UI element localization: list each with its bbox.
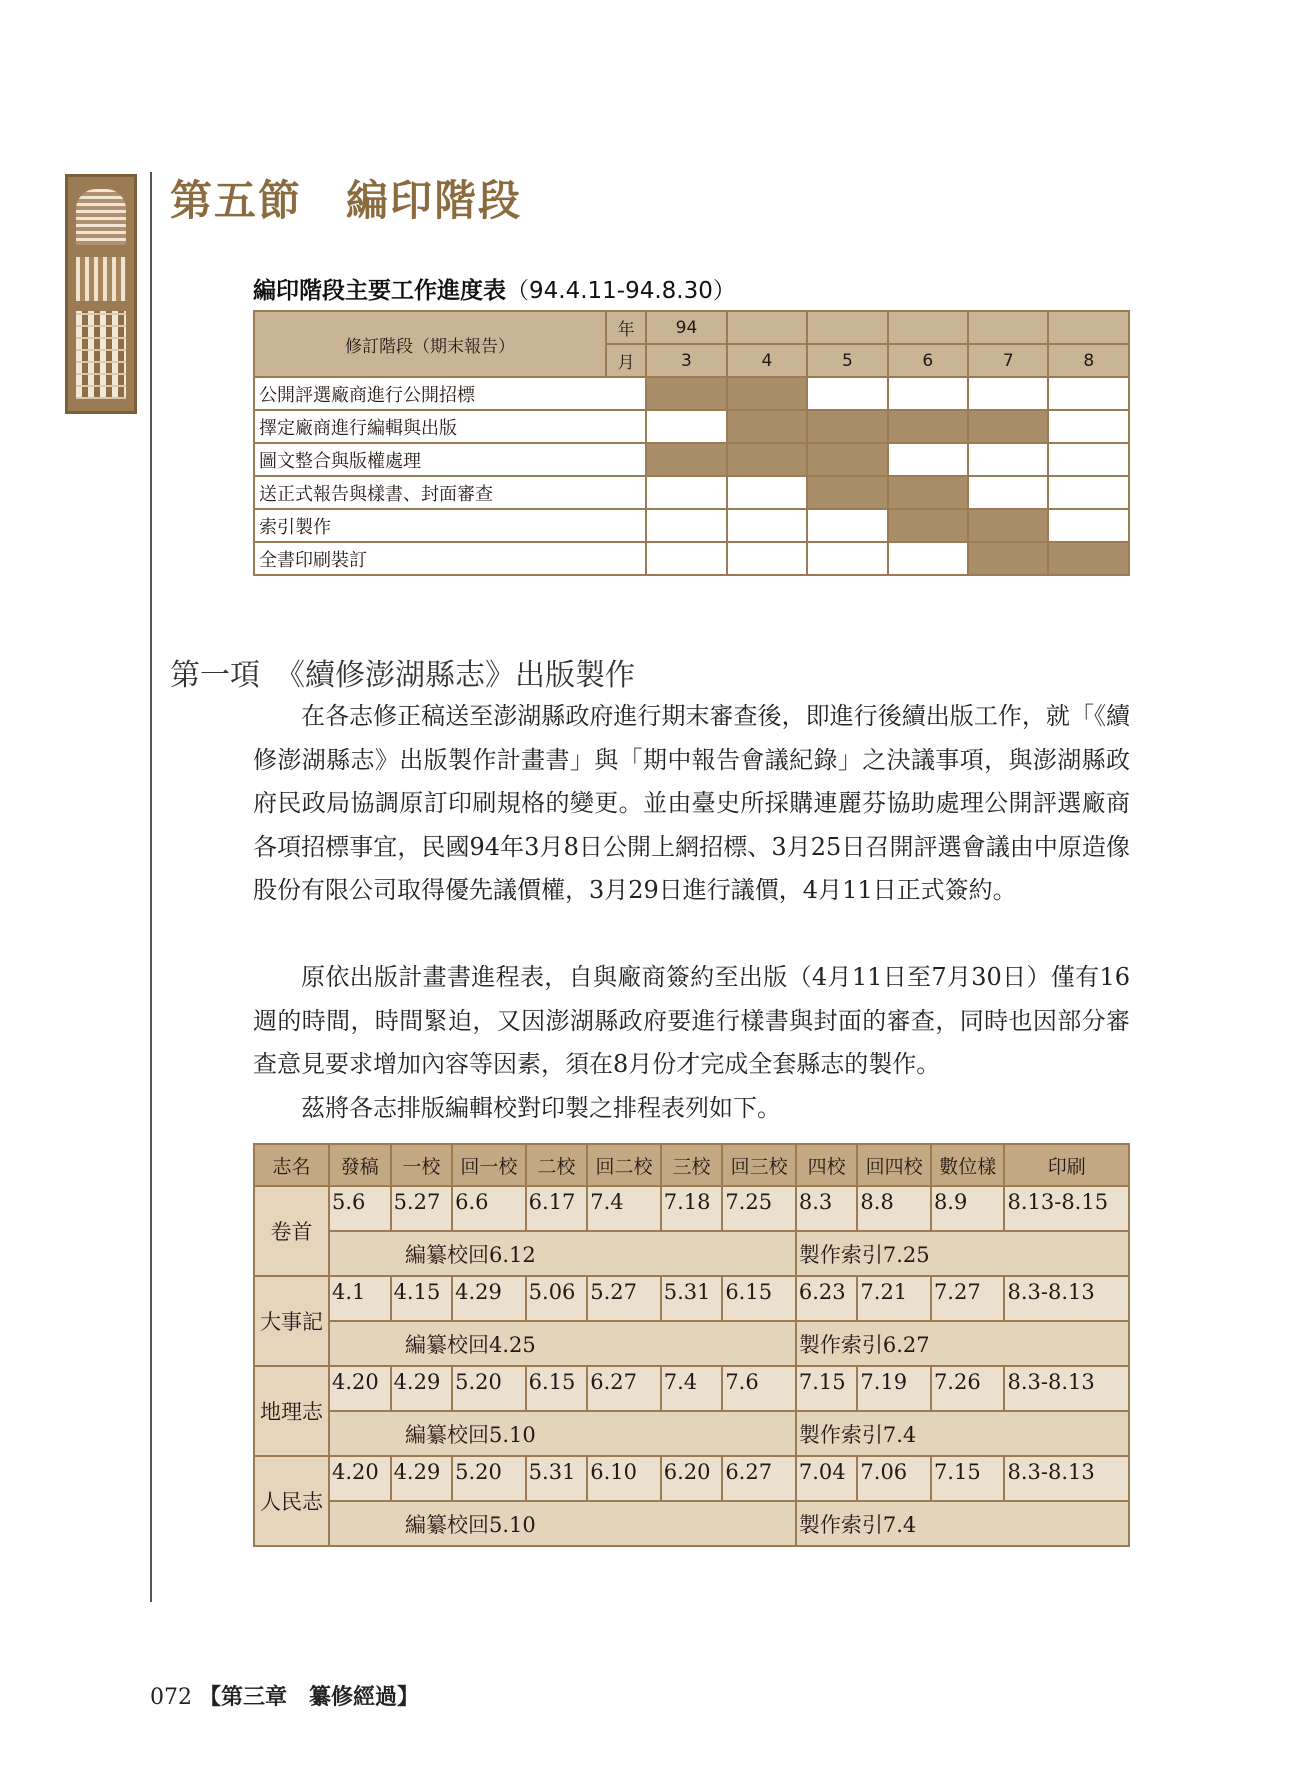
gantt-bar-cell bbox=[807, 542, 887, 575]
schedule-note-row bbox=[254, 1231, 1129, 1276]
schedule-date-cell: 8.3-8.13 bbox=[1004, 1456, 1129, 1501]
schedule-date-cell: 8.3 bbox=[796, 1186, 858, 1231]
schedule-note-row bbox=[254, 1411, 1129, 1456]
paragraph-2: 原依出版計畫書進程表，自與廠商簽約至出版（4月11日至7月30日）僅有16週的時間，時間緊迫，又因澎湖縣政府要進行樣書與封面的審查，同時也因部分審查意見要求增加內容等因素，須在8月份才完成全套縣志的製作。 bbox=[253, 963, 1130, 1078]
gantt-task-row bbox=[254, 377, 1129, 410]
gantt-bar-cell bbox=[727, 542, 807, 575]
gantt-bar-cell-active bbox=[888, 476, 968, 509]
emblem-roof bbox=[76, 189, 126, 245]
schedule-header-cell: 回三校 bbox=[722, 1144, 796, 1186]
gantt-bar-cell-active bbox=[968, 410, 1048, 443]
schedule-header-row bbox=[254, 1144, 1129, 1186]
schedule-note-row bbox=[254, 1321, 1129, 1366]
gantt-caption bbox=[253, 272, 736, 305]
schedule-header-cell: 一校 bbox=[391, 1144, 453, 1186]
gantt-year-value: 94 bbox=[646, 311, 726, 344]
schedule-date-cell: 7.19 bbox=[857, 1366, 931, 1411]
gantt-bar-cell-active bbox=[888, 509, 968, 542]
schedule-note-editing: 編纂校回6.12 bbox=[329, 1231, 796, 1276]
gantt-bar-cell-active bbox=[646, 377, 726, 410]
schedule-date-cell: 7.6 bbox=[722, 1366, 796, 1411]
schedule-date-cell: 8.13-8.15 bbox=[1004, 1186, 1129, 1231]
gantt-caption-range: （94.4.11-94.8.30） bbox=[506, 278, 736, 304]
schedule-date-cell: 4.29 bbox=[391, 1456, 453, 1501]
schedule-date-cell: 7.21 bbox=[857, 1276, 931, 1321]
schedule-row bbox=[254, 1186, 1129, 1231]
gantt-month: 6 bbox=[888, 344, 968, 377]
gantt-month: 7 bbox=[968, 344, 1048, 377]
gantt-bar-cell-active bbox=[1048, 542, 1129, 575]
schedule-date-cell: 7.4 bbox=[587, 1186, 661, 1231]
gantt-task-label: 公開評選廠商進行公開招標 bbox=[254, 377, 646, 410]
schedule-date-cell: 8.3-8.13 bbox=[1004, 1366, 1129, 1411]
schedule-date-cell: 8.3-8.13 bbox=[1004, 1276, 1129, 1321]
gantt-bar-cell bbox=[968, 476, 1048, 509]
gantt-header-year bbox=[254, 311, 1129, 344]
schedule-volume-name: 人民志 bbox=[254, 1456, 329, 1546]
section-title: 第五節 編印階段 bbox=[170, 176, 523, 225]
gantt-task-row bbox=[254, 476, 1129, 509]
schedule-date-cell: 7.27 bbox=[931, 1276, 1005, 1321]
schedule-table bbox=[253, 1143, 1130, 1547]
schedule-date-cell: 7.26 bbox=[931, 1366, 1005, 1411]
schedule-header-cell: 二校 bbox=[526, 1144, 588, 1186]
schedule-date-cell: 5.31 bbox=[661, 1276, 723, 1321]
gantt-bar-cell-active bbox=[888, 410, 968, 443]
schedule-date-cell: 5.31 bbox=[526, 1456, 588, 1501]
gantt-month: 4 bbox=[727, 344, 807, 377]
chapter-label: 【第三章 纂修經過】 bbox=[199, 1684, 420, 1710]
schedule-note-index: 製作索引7.4 bbox=[796, 1501, 1129, 1546]
schedule-note-index: 製作索引7.4 bbox=[796, 1411, 1129, 1456]
temple-emblem-image bbox=[65, 174, 137, 414]
schedule-date-cell: 5.06 bbox=[526, 1276, 588, 1321]
gantt-bar-cell bbox=[1048, 377, 1129, 410]
schedule-header-cell: 三校 bbox=[661, 1144, 723, 1186]
gantt-bar-cell bbox=[646, 509, 726, 542]
gantt-year-blank bbox=[968, 311, 1048, 344]
gantt-month-label: 月 bbox=[606, 344, 646, 377]
gantt-year-blank bbox=[1048, 311, 1129, 344]
gantt-bar-cell bbox=[1048, 509, 1129, 542]
schedule-date-cell: 4.1 bbox=[329, 1276, 391, 1321]
paragraph-1: 在各志修正稿送至澎湖縣政府進行期末審查後，即進行後續出版工作，就「《續修澎湖縣志》出版製作計畫書」與「期中報告會議紀錄」之決議事項，與澎湖縣政府民政局協調原訂印刷規格的變更。並由臺史所採購連麗芬協助處理公開評選廠商各項招標事宜，民國94年3月8日公開上網招標、3月25日召開評選會議由中原造像股份有限公司取得優先議價權，3月29日進行議價，4月11日正式簽約。 bbox=[253, 702, 1130, 904]
gantt-bar-cell-active bbox=[968, 509, 1048, 542]
schedule-date-cell: 7.4 bbox=[661, 1366, 723, 1411]
gantt-task-label: 全書印刷裝訂 bbox=[254, 542, 646, 575]
schedule-date-cell: 5.27 bbox=[587, 1276, 661, 1321]
gantt-year-blank bbox=[888, 311, 968, 344]
gantt-bar-cell bbox=[1048, 443, 1129, 476]
gantt-phase-header: 修訂階段（期末報告） bbox=[254, 311, 606, 377]
schedule-volume-name: 卷首 bbox=[254, 1186, 329, 1276]
schedule-date-cell: 7.15 bbox=[931, 1456, 1005, 1501]
gantt-bar-cell bbox=[727, 476, 807, 509]
schedule-note-index: 製作索引7.25 bbox=[796, 1231, 1129, 1276]
schedule-header-cell: 印刷 bbox=[1004, 1144, 1129, 1186]
gantt-year-blank bbox=[807, 311, 887, 344]
gantt-task-row bbox=[254, 443, 1129, 476]
schedule-date-cell: 7.18 bbox=[661, 1186, 723, 1231]
gantt-bar-cell-active bbox=[646, 443, 726, 476]
schedule-date-cell: 6.23 bbox=[796, 1276, 858, 1321]
gantt-task-label: 擇定廠商進行編輯與出版 bbox=[254, 410, 646, 443]
page-number: 072 bbox=[150, 1685, 192, 1710]
schedule-date-cell: 4.20 bbox=[329, 1456, 391, 1501]
schedule-date-cell: 5.20 bbox=[452, 1366, 526, 1411]
schedule-header-cell: 數位樣 bbox=[931, 1144, 1005, 1186]
emblem-wall bbox=[76, 311, 126, 399]
schedule-row bbox=[254, 1276, 1129, 1321]
schedule-date-cell: 7.04 bbox=[796, 1456, 858, 1501]
schedule-date-cell: 4.20 bbox=[329, 1366, 391, 1411]
schedule-date-cell: 5.27 bbox=[391, 1186, 453, 1231]
gantt-bar-cell bbox=[888, 443, 968, 476]
gantt-month: 8 bbox=[1048, 344, 1129, 377]
schedule-date-cell: 6.20 bbox=[661, 1456, 723, 1501]
schedule-header-cell: 志名 bbox=[254, 1144, 329, 1186]
gantt-bar-cell bbox=[807, 377, 887, 410]
schedule-date-cell: 4.15 bbox=[391, 1276, 453, 1321]
gantt-caption-text: 編印階段主要工作進度表 bbox=[253, 278, 506, 304]
gantt-bar-cell-active bbox=[727, 410, 807, 443]
gantt-task-label: 送正式報告與樣書、封面審查 bbox=[254, 476, 646, 509]
schedule-date-cell: 4.29 bbox=[452, 1276, 526, 1321]
schedule-header-cell: 發稿 bbox=[329, 1144, 391, 1186]
gantt-bar-cell bbox=[727, 509, 807, 542]
gantt-bar-cell bbox=[646, 476, 726, 509]
schedule-date-cell: 4.29 bbox=[391, 1366, 453, 1411]
margin-rule bbox=[150, 172, 152, 1602]
schedule-note-editing: 編纂校回5.10 bbox=[329, 1501, 796, 1546]
gantt-bar-cell-active bbox=[807, 410, 887, 443]
gantt-bar-cell bbox=[1048, 476, 1129, 509]
schedule-note-row bbox=[254, 1501, 1129, 1546]
gantt-year-blank bbox=[727, 311, 807, 344]
schedule-date-cell: 6.17 bbox=[526, 1186, 588, 1231]
schedule-note-index: 製作索引6.27 bbox=[796, 1321, 1129, 1366]
gantt-year-label: 年 bbox=[606, 311, 646, 344]
page-footer bbox=[150, 1680, 419, 1711]
schedule-row bbox=[254, 1366, 1129, 1411]
gantt-bar-cell bbox=[888, 542, 968, 575]
schedule-date-cell: 7.15 bbox=[796, 1366, 858, 1411]
emblem-gate bbox=[76, 257, 126, 301]
gantt-task-row bbox=[254, 542, 1129, 575]
schedule-date-cell: 6.15 bbox=[526, 1366, 588, 1411]
schedule-volume-name: 大事記 bbox=[254, 1276, 329, 1366]
gantt-month: 5 bbox=[807, 344, 887, 377]
schedule-date-cell: 8.8 bbox=[857, 1186, 931, 1231]
schedule-date-cell: 7.06 bbox=[857, 1456, 931, 1501]
gantt-task-label: 索引製作 bbox=[254, 509, 646, 542]
subsection-title: 第一項 《續修澎湖縣志》出版製作 bbox=[170, 658, 635, 693]
schedule-header-cell: 四校 bbox=[796, 1144, 858, 1186]
gantt-bar-cell-active bbox=[727, 443, 807, 476]
gantt-bar-cell bbox=[646, 410, 726, 443]
paragraph-3: 茲將各志排版編輯校對印製之排程表列如下。 bbox=[301, 1094, 781, 1122]
schedule-header-cell: 回一校 bbox=[452, 1144, 526, 1186]
gantt-task-row bbox=[254, 509, 1129, 542]
gantt-bar-cell-active bbox=[807, 476, 887, 509]
gantt-bar-cell bbox=[968, 443, 1048, 476]
schedule-date-cell: 6.10 bbox=[587, 1456, 661, 1501]
gantt-bar-cell-active bbox=[727, 377, 807, 410]
gantt-bar-cell-active bbox=[807, 443, 887, 476]
schedule-row bbox=[254, 1456, 1129, 1501]
schedule-date-cell: 8.9 bbox=[931, 1186, 1005, 1231]
gantt-bar-cell-active bbox=[968, 542, 1048, 575]
gantt-table bbox=[253, 310, 1130, 576]
gantt-bar-cell bbox=[646, 542, 726, 575]
gantt-bar-cell bbox=[807, 509, 887, 542]
schedule-date-cell: 6.6 bbox=[452, 1186, 526, 1231]
gantt-month: 3 bbox=[646, 344, 726, 377]
schedule-note-editing: 編纂校回4.25 bbox=[329, 1321, 796, 1366]
schedule-note-editing: 編纂校回5.10 bbox=[329, 1411, 796, 1456]
schedule-volume-name: 地理志 bbox=[254, 1366, 329, 1456]
gantt-task-label: 圖文整合與版權處理 bbox=[254, 443, 646, 476]
schedule-date-cell: 5.20 bbox=[452, 1456, 526, 1501]
gantt-task-row bbox=[254, 410, 1129, 443]
schedule-date-cell: 6.27 bbox=[587, 1366, 661, 1411]
gantt-bar-cell bbox=[888, 377, 968, 410]
gantt-bar-cell bbox=[968, 377, 1048, 410]
schedule-date-cell: 6.27 bbox=[722, 1456, 796, 1501]
schedule-header-cell: 回四校 bbox=[857, 1144, 931, 1186]
schedule-date-cell: 5.6 bbox=[329, 1186, 391, 1231]
gantt-bar-cell bbox=[1048, 410, 1129, 443]
schedule-header-cell: 回二校 bbox=[587, 1144, 661, 1186]
schedule-date-cell: 7.25 bbox=[722, 1186, 796, 1231]
schedule-date-cell: 6.15 bbox=[722, 1276, 796, 1321]
